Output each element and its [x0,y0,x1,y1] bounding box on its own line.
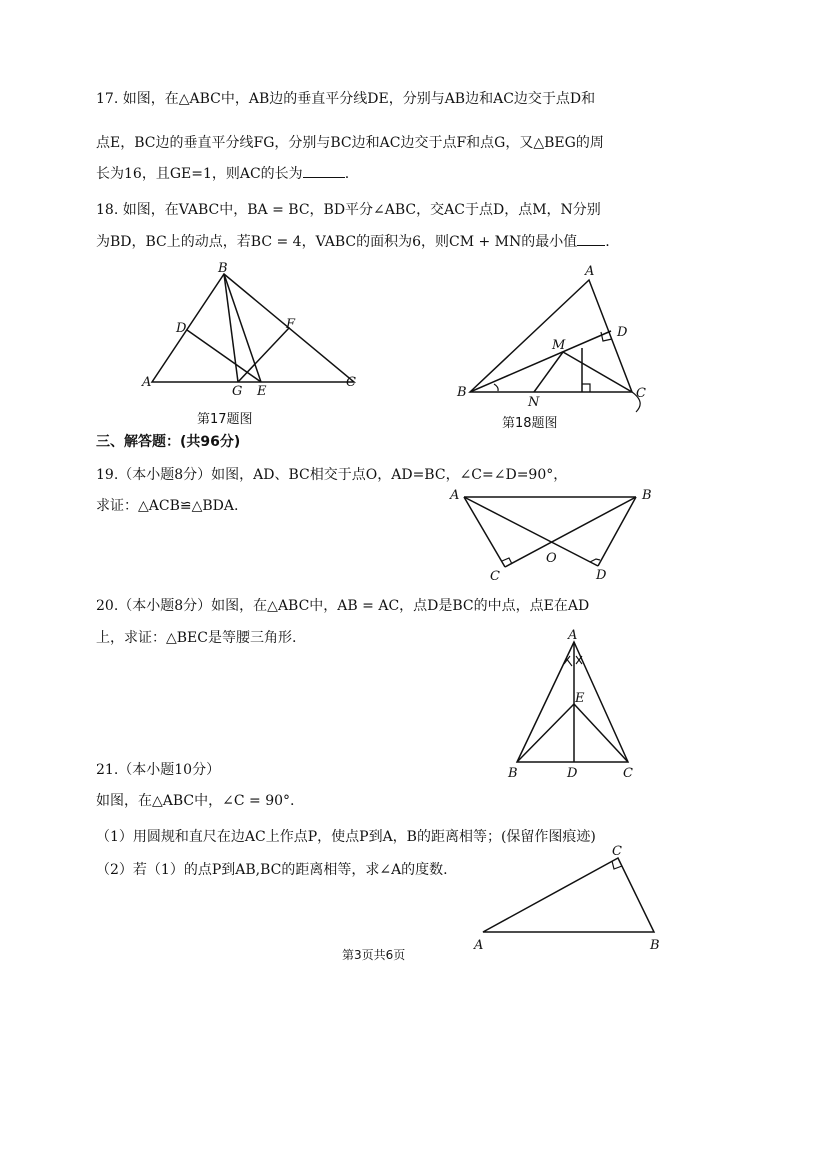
q17-caption: 第17题图 [197,412,253,427]
q17-label-c: C [346,375,356,390]
q19-line1: 19.（本小题8分）如图，AD、BC相交于点O，AD=BC，∠C=∠D=90°， [96,467,568,483]
q19-label-c: C [490,569,500,584]
q20-label-b: B [508,766,518,781]
q21-label-b: B [650,938,660,953]
q17-label-a: A [142,375,152,390]
q18-label-d: D [617,325,628,340]
q17-label-b: B [218,261,228,276]
q18-line2-text: 为BD，BC上的动点，若BC = 4，VABC的面积为6，则CM + MN的最小值 [96,234,578,250]
q17-line3-end: . [344,166,350,182]
q18-line2-end: . [605,234,610,250]
page-footer: 第3页共6页 [342,948,406,962]
q20-label-e: E [575,691,585,706]
q18-line1: 18. 如图，在VABC中，BA = BC，BD平分∠ABC，交AC于点D，点M，N分别 [96,202,601,218]
q17-line3-text: 长为16，且GE=1，则AC的长为 [96,166,303,182]
q21-triangle-abc [483,858,654,932]
q18-label-a: A [585,264,595,279]
q19-label-o: O [546,551,557,566]
q19-label-d: D [596,568,607,583]
q21-line1: 21.（本小题10分） [96,762,221,778]
q17-line1: 17. 如图，在△ABC中，AB边的垂直平分线DE，分别与AB边和AC边交于点D和 [96,91,596,107]
q20-line1: 20.（本小题8分）如图，在△ABC中，AB = AC，点D是BC的中点，点E在AD [96,598,590,614]
q19-line2: 求证：△ACB≌△BDA. [96,498,239,514]
q19-label-b: B [642,488,652,503]
q18-label-c: C [636,386,646,401]
q18-label-m: M [552,338,566,353]
q21-line2: 如图，在△ABC中，∠C = 90°. [96,793,295,809]
q18-label-n: N [528,395,540,410]
q18-caption: 第18题图 [502,416,558,431]
q17-label-g: G [232,384,243,399]
q20-label-a: A [568,628,578,643]
section-heading: 三、解答题：(共96分) [96,434,241,450]
q21-label-a: A [474,938,484,953]
q17-label-d: D [176,321,187,336]
q17-label-e: E [257,384,267,399]
q19-label-a: A [450,488,460,503]
q17-label-f: F [286,317,296,332]
q21-line3: （1）用圆规和直尺在边AC上作点P，使点P到A，B的距离相等；(保留作图痕迹) [96,829,596,845]
q21-label-c: C [612,844,622,859]
q17-line2: 点E，BC边的垂直平分线FG，分别与BC边和AC边交于点F和点G，又△BEG的周 [96,135,604,151]
q20-label-c: C [623,766,633,781]
q20-label-d: D [567,766,578,781]
q18-label-b: B [457,385,467,400]
q21-line4: （2）若（1）的点P到AB,BC的距离相等，求∠A的度数. [96,862,448,878]
q20-line2: 上，求证：△BEC是等腰三角形. [96,630,297,646]
